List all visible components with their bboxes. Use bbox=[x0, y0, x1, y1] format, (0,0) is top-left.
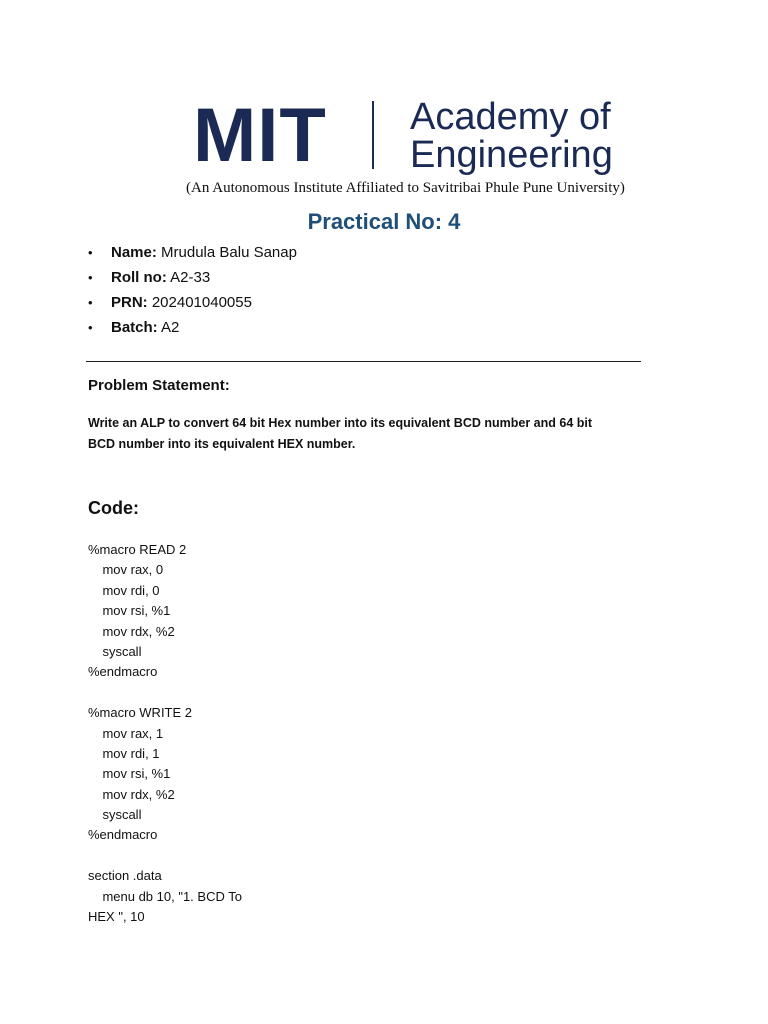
student-info-list bbox=[88, 240, 297, 340]
code-line: mov rax, 1 bbox=[88, 725, 164, 741]
bullet-icon: • bbox=[88, 320, 93, 335]
logo-mit: MIT bbox=[193, 93, 327, 178]
info-label: Roll no: bbox=[111, 269, 167, 286]
logo-divider bbox=[372, 101, 374, 169]
info-item-roll bbox=[88, 265, 297, 290]
info-value: A2-33 bbox=[166, 269, 211, 286]
code-line: syscall bbox=[88, 807, 142, 823]
bullet-icon: • bbox=[88, 245, 93, 260]
code-heading: Code: bbox=[88, 498, 139, 518]
logo-engineering: Engineering bbox=[410, 134, 613, 176]
logo-academy-of: Academy of bbox=[410, 96, 611, 138]
problem-line: BCD number into its equivalent HEX number. bbox=[88, 436, 356, 451]
code-line: %endmacro bbox=[88, 664, 158, 680]
code-line: mov rsi, %1 bbox=[88, 603, 171, 619]
info-item-batch bbox=[88, 315, 297, 340]
code-line: mov rdx, %2 bbox=[88, 623, 175, 639]
code-block bbox=[88, 540, 242, 927]
code-line: mov rdi, 0 bbox=[88, 582, 160, 598]
info-item-name bbox=[88, 240, 297, 265]
info-item-prn bbox=[88, 290, 297, 315]
bullet-icon: • bbox=[88, 270, 93, 285]
code-line: syscall bbox=[88, 643, 142, 659]
code-line: mov rdi, 1 bbox=[88, 745, 160, 761]
info-label: Name: bbox=[111, 244, 157, 261]
code-line: section .data bbox=[88, 868, 162, 884]
problem-line: Write an ALP to convert 64 bit Hex number into its equivalent BCD number and 64 bit bbox=[88, 416, 593, 430]
page-title: Practical No: 4 bbox=[307, 209, 461, 234]
code-line: %endmacro bbox=[88, 827, 158, 843]
info-value: A2 bbox=[157, 319, 180, 336]
problem-statement-text bbox=[88, 413, 633, 454]
code-line bbox=[88, 683, 242, 703]
code-line: mov rdx, %2 bbox=[88, 786, 175, 802]
code-line: HEX ", 10 bbox=[88, 909, 145, 925]
institute-subtitle: (An Autonomous Institute Affiliated to Savitribai Phule Pune University) bbox=[186, 180, 625, 196]
info-value: Mrudula Balu Sanap bbox=[156, 244, 297, 261]
code-line: %macro READ 2 bbox=[88, 542, 187, 557]
code-line: mov rsi, %1 bbox=[88, 766, 171, 782]
problem-statement-heading: Problem Statement: bbox=[88, 377, 230, 394]
code-line: %macro WRITE 2 bbox=[88, 705, 193, 721]
info-label: PRN: bbox=[111, 294, 148, 311]
code-line: menu db 10, "1. BCD To bbox=[88, 888, 242, 904]
code-line bbox=[88, 846, 242, 866]
bullet-icon: • bbox=[88, 295, 93, 310]
code-line: mov rax, 0 bbox=[88, 562, 164, 578]
info-label: Batch: bbox=[111, 319, 158, 336]
info-value: 202401040055 bbox=[147, 294, 252, 311]
horizontal-divider bbox=[86, 361, 641, 362]
